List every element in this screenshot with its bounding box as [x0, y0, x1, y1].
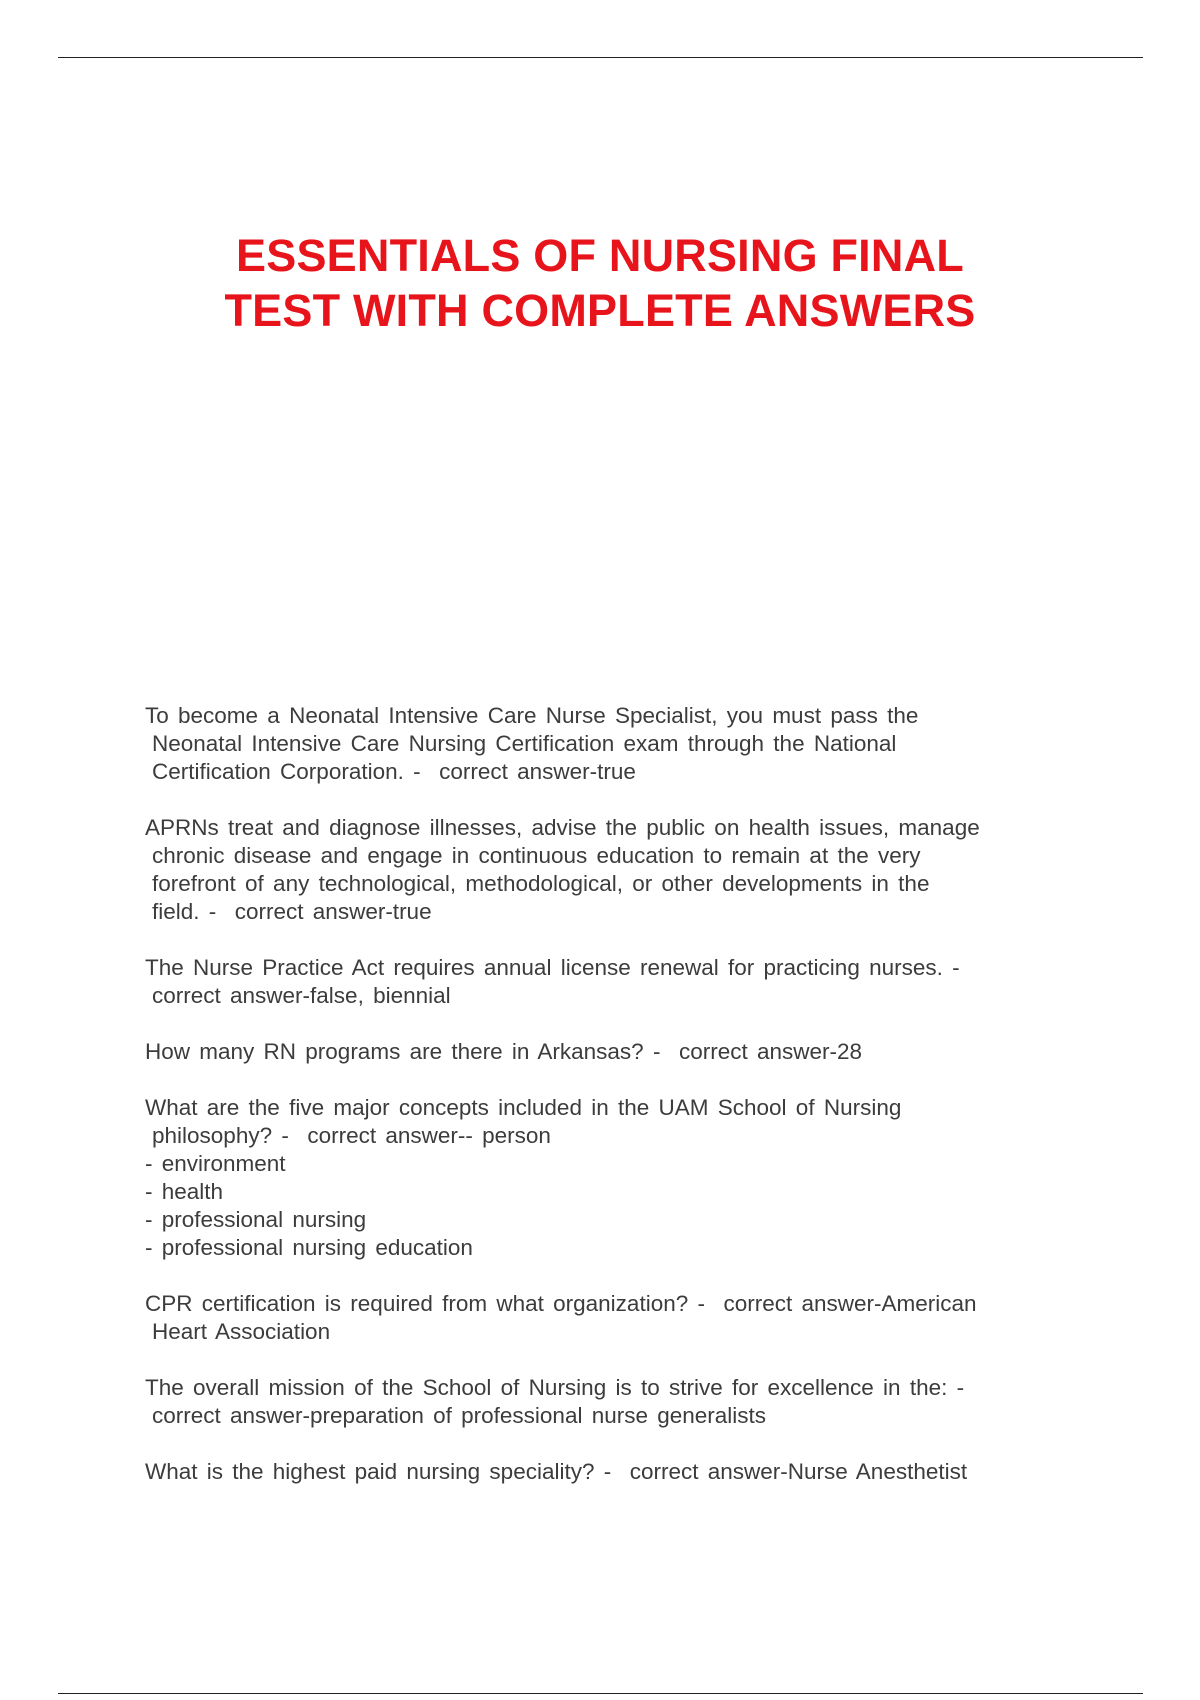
- qa-item-rn-programs: [145, 1038, 1065, 1066]
- title-line-1: ESSENTIALS OF NURSING FINAL: [236, 230, 964, 281]
- qa-line: The overall mission of the School of Nursing is to strive for excellence in the: -: [145, 1375, 965, 1400]
- qa-line: Certification Corporation. - correct answer-true: [152, 759, 636, 784]
- qa-line: - professional nursing education: [145, 1235, 473, 1260]
- qa-line: APRNs treat and diagnose illnesses, advise the public on health issues, manage: [145, 815, 980, 840]
- title-line-2: TEST WITH COMPLETE ANSWERS: [224, 285, 976, 336]
- qa-item-neonatal-certification: [145, 702, 1065, 786]
- bottom-rule: [58, 1693, 1143, 1694]
- qa-line: field. - correct answer-true: [152, 899, 432, 924]
- qa-item-aprns: [145, 814, 1065, 926]
- qa-item-nurse-practice-act: [145, 954, 1065, 1010]
- qa-item-cpr-certification: [145, 1290, 1065, 1346]
- qa-line: forefront of any technological, methodological, or other developments in the: [152, 871, 930, 896]
- qa-list: [145, 702, 1065, 1514]
- qa-line: Neonatal Intensive Care Nursing Certification exam through the National: [152, 731, 897, 756]
- qa-line: Heart Association: [152, 1319, 331, 1344]
- qa-line: correct answer-preparation of professional nurse generalists: [152, 1403, 767, 1428]
- qa-item-five-concepts: [145, 1094, 1065, 1262]
- qa-line: CPR certification is required from what organization? - correct answer-American: [145, 1291, 977, 1316]
- qa-item-mission: [145, 1374, 1065, 1430]
- qa-line: The Nurse Practice Act requires annual license renewal for practicing nurses. -: [145, 955, 960, 980]
- qa-line: philosophy? - correct answer-- person: [152, 1123, 551, 1148]
- document-title: [0, 228, 1200, 338]
- qa-item-highest-paid: [145, 1458, 1065, 1486]
- qa-line: What are the five major concepts included in the UAM School of Nursing: [145, 1095, 902, 1120]
- qa-line: To become a Neonatal Intensive Care Nurse Specialist, you must pass the: [145, 703, 919, 728]
- qa-line: correct answer-false, biennial: [152, 983, 451, 1008]
- qa-line: - health: [145, 1179, 224, 1204]
- qa-line: What is the highest paid nursing speciality? - correct answer-Nurse Anesthetist: [145, 1459, 968, 1484]
- qa-line: - environment: [145, 1151, 286, 1176]
- qa-line: - professional nursing: [145, 1207, 367, 1232]
- qa-line: How many RN programs are there in Arkansas? - correct answer-28: [145, 1039, 863, 1064]
- top-rule: [58, 57, 1143, 58]
- qa-line: chronic disease and engage in continuous education to remain at the very: [152, 843, 921, 868]
